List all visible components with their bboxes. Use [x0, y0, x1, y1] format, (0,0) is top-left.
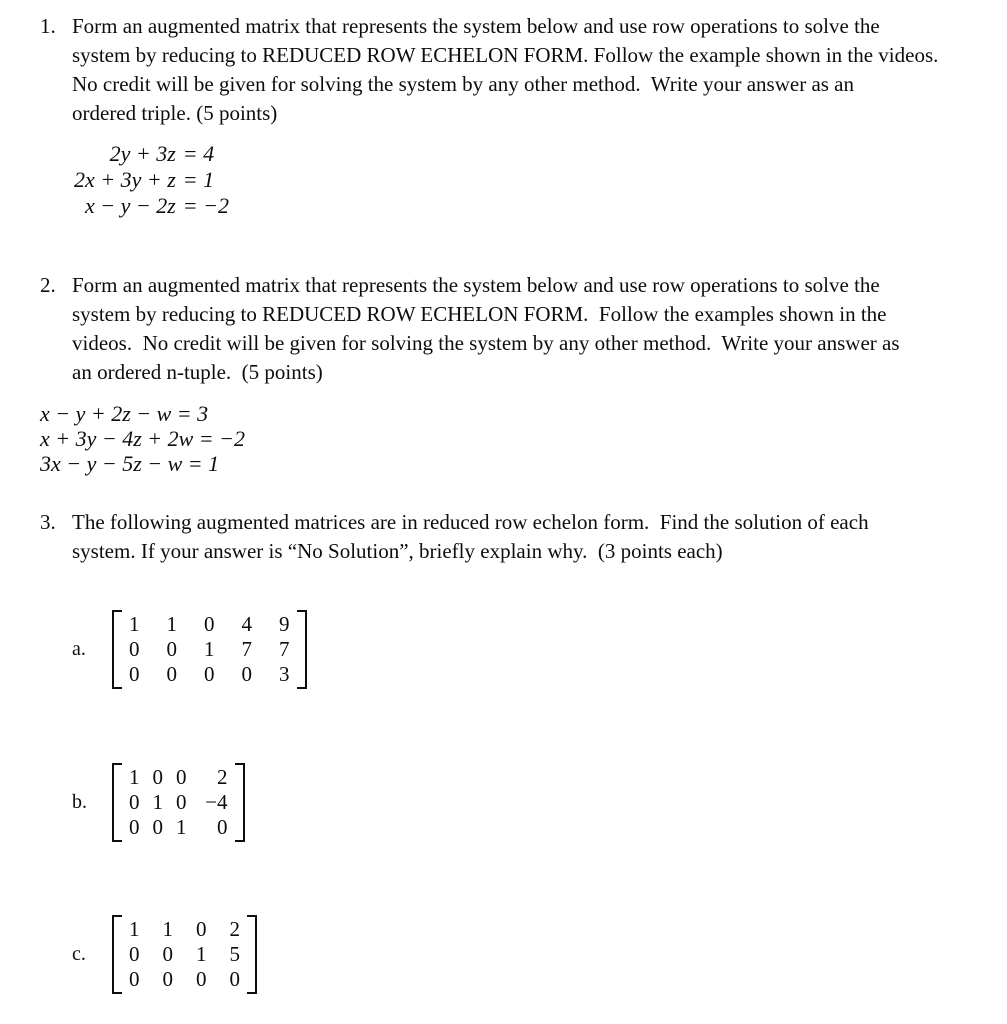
problem-3-text-line-2: system. If your answer is “No Solution”, briefly explain why. (3 points each)	[72, 539, 723, 563]
matrix-cell: 5	[229, 942, 240, 966]
right-bracket	[235, 763, 245, 842]
matrix-c-block	[72, 915, 1007, 994]
matrix-c-label: c.	[72, 943, 86, 965]
matrix-cell: 0	[196, 967, 207, 991]
matrix-cell: 0	[152, 815, 163, 839]
matrix-cell: 0	[204, 612, 215, 636]
matrix-cell: 0	[241, 662, 252, 686]
matrix-b-entries	[122, 763, 235, 842]
matrix-cell: 1	[129, 917, 140, 941]
matrix-cell: 1	[129, 765, 140, 789]
matrix-cell: 1	[204, 637, 215, 661]
matrix-a	[112, 610, 307, 689]
matrix-cell: 1	[129, 612, 140, 636]
equation-line: x + 3y − 4z + 2w = −2	[40, 426, 245, 451]
problem-1-text-line-4: ordered triple. (5 points)	[72, 101, 278, 125]
problem-3-number: 3.	[40, 510, 56, 534]
matrix-cell: 0	[162, 967, 173, 991]
problem-1-text	[72, 12, 938, 128]
equation-line: 3x − y − 5z − w = 1	[40, 451, 220, 476]
problem-2-equation-system	[40, 401, 1007, 476]
matrix-a-entries	[122, 610, 297, 689]
matrix-cell: 0	[152, 765, 163, 789]
left-bracket	[112, 763, 122, 842]
problem-1-number: 1.	[40, 14, 56, 38]
problem-3	[40, 508, 1007, 566]
problem-2-text-line-1: Form an augmented matrix that represents the system below and use row operations to solve the	[72, 273, 880, 297]
matrix-cell: 1	[196, 942, 207, 966]
matrix-cell: 1	[176, 815, 187, 839]
matrix-b	[112, 763, 245, 842]
matrix-cell: 0	[166, 637, 177, 661]
matrix-cell: 0	[129, 815, 140, 839]
equation-lhs: 2y + 3z	[109, 141, 176, 166]
problem-1-text-line-1: Form an augmented matrix that represents the system below and use row operations to solve the	[72, 14, 880, 38]
matrix-cell: 0	[217, 815, 228, 839]
matrix-cell: 3	[279, 662, 290, 686]
problem-1-equation-system	[74, 141, 1007, 219]
problem-2-text-line-2: system by reducing to REDUCED ROW ECHELON FORM. Follow the examples shown in the	[72, 302, 887, 326]
right-bracket	[297, 610, 307, 689]
left-bracket	[112, 610, 122, 689]
left-bracket	[112, 915, 122, 994]
matrix-b-block	[72, 763, 1007, 842]
matrix-a-block	[72, 610, 1007, 689]
matrix-cell: 0	[129, 662, 140, 686]
matrix-cell: 9	[279, 612, 290, 636]
problem-2-text-line-4: an ordered n-tuple. (5 points)	[72, 360, 323, 384]
matrix-cell: 0	[166, 662, 177, 686]
matrix-cell: 1	[166, 612, 177, 636]
problem-2-number: 2.	[40, 273, 56, 297]
matrix-b-label: b.	[72, 791, 87, 813]
problem-2-text-line-3: videos. No credit will be given for solving the system by any other method. Write your answer as	[72, 331, 900, 355]
problem-1	[40, 12, 1007, 128]
problem-2-text	[72, 271, 900, 387]
matrix-cell: 0	[129, 942, 140, 966]
matrix-cell: 0	[129, 637, 140, 661]
matrix-cell: 2	[217, 765, 228, 789]
matrix-cell: −4	[205, 790, 228, 814]
equation-rhs: = 1	[182, 167, 215, 192]
matrix-cell: 1	[162, 917, 173, 941]
equation-line: x − y + 2z − w = 3	[40, 401, 209, 426]
matrix-c-entries	[122, 915, 247, 994]
matrix-cell: 0	[162, 942, 173, 966]
matrix-cell: 0	[229, 967, 240, 991]
problem-3-text	[72, 508, 869, 566]
problem-3-text-line-1: The following augmented matrices are in reduced row echelon form. Find the solution of each	[72, 510, 869, 534]
matrix-cell: 1	[152, 790, 163, 814]
problem-2	[40, 271, 1007, 387]
equation-lhs: x − y − 2z	[85, 193, 176, 218]
matrix-cell: 2	[229, 917, 240, 941]
matrix-cell: 7	[241, 637, 252, 661]
matrix-cell: 0	[129, 967, 140, 991]
matrix-a-label: a.	[72, 638, 86, 660]
matrix-cell: 0	[176, 765, 187, 789]
equation-rhs: = 4	[182, 141, 215, 166]
problem-1-text-line-3: No credit will be given for solving the system by any other method. Write your answer as an	[72, 72, 855, 96]
equation-lhs: 2x + 3y + z	[74, 167, 176, 192]
matrix-cell: 0	[204, 662, 215, 686]
matrix-cell: 0	[196, 917, 207, 941]
matrix-cell: 4	[241, 612, 252, 636]
matrix-cell: 0	[129, 790, 140, 814]
matrix-cell: 0	[176, 790, 187, 814]
equation-rhs: = −2	[182, 193, 229, 218]
problem-1-text-line-2: system by reducing to REDUCED ROW ECHELON FORM. Follow the example shown in the videos.	[72, 43, 939, 67]
matrix-c	[112, 915, 257, 994]
matrix-cell: 7	[279, 637, 290, 661]
right-bracket	[247, 915, 257, 994]
